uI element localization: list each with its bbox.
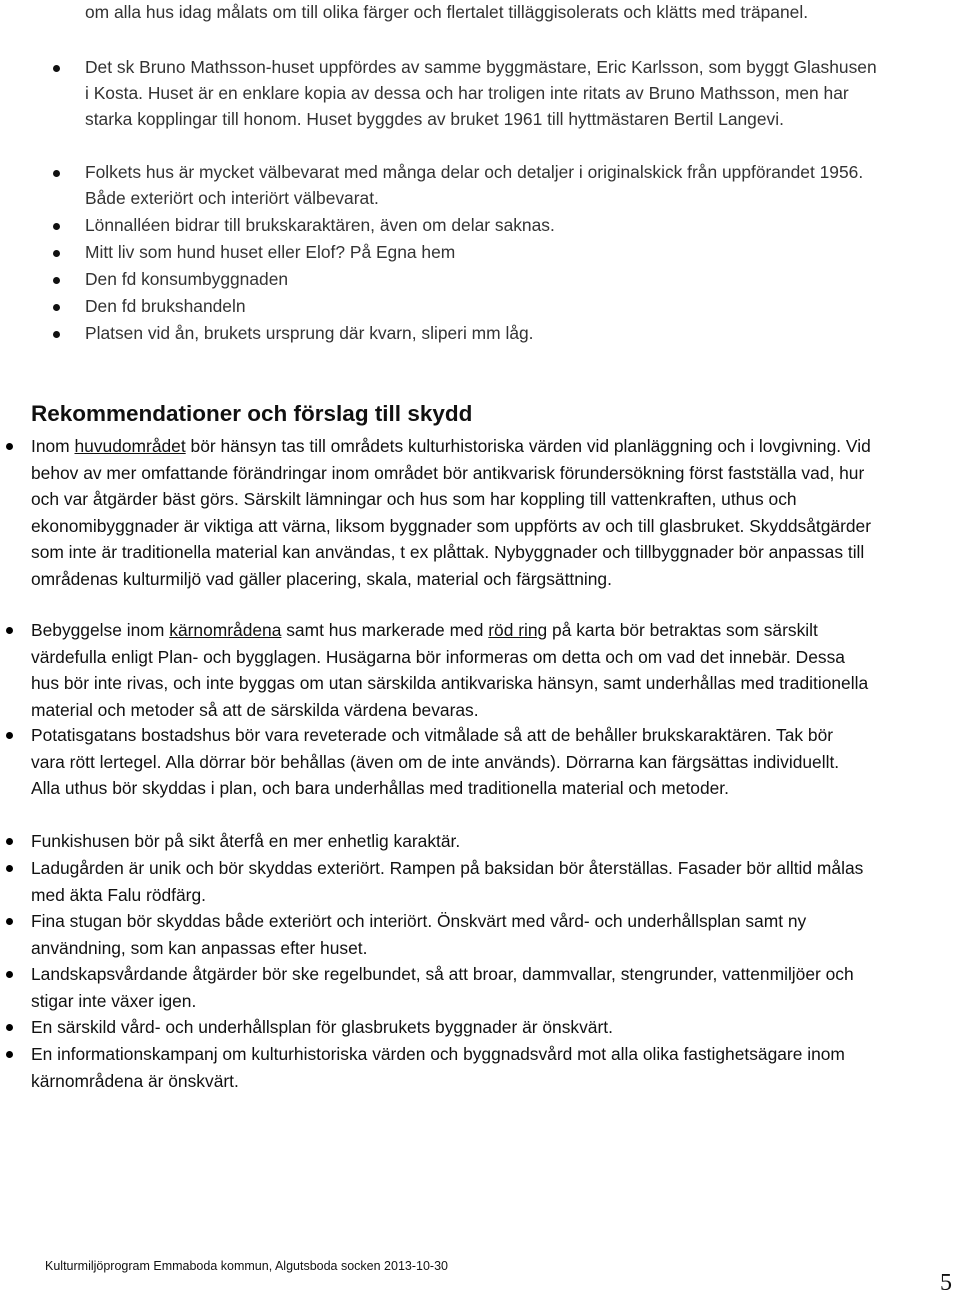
list-item-text [31, 617, 871, 723]
bullet-icon [6, 627, 13, 634]
bullet-icon [6, 865, 13, 872]
list-item-text: Fina stugan bör skyddas både exteriört och interiört. Önskvärt med vård- och underhållsplan samt ny användning, som kan anpassas efter huset. [31, 911, 807, 958]
list-item-text: Mitt liv som hund huset eller Elof? På Egna hem [85, 242, 456, 262]
list-item-text: Folkets hus är mycket välbevarat med många delar och detaljer i originalskick från uppförandet 1956. Både exteriört och interiört välbevarat. [85, 162, 864, 208]
list-item-text [31, 433, 871, 592]
bullet-icon [53, 277, 60, 284]
list-item-text: Funkishusen bör på sikt återfå en mer enhetlig karaktär. [31, 831, 461, 851]
page-number: 5 [940, 1270, 952, 1296]
text-run: bör hänsyn tas till områdets kulturhistoriska värden vid planläggning och i lovgivning. Vid behov av mer omfattande förändringar inom området bör antikvarisk förundersökning först fastställa vad, hur och var åtgärder bäst görs. Särskilt lämningar och hus som har koppling till vattenkraften, uthus och ekonomibyggnader är viktiga att värna, liksom byggnader som uppförts av och till glasbruket. Skyddsåtgärder som inte är traditionella material kan användas, t ex plåttak. Nybyggnader och tillbyggnader bör anpassas till områdenas kulturmiljö vad gäller placering, skala, material och färgsättning. [31, 436, 872, 589]
list-item-text: Det sk Bruno Mathsson-huset uppfördes av samme byggmästare, Eric Karlsson, som byggt Glashusen i Kosta. Huset är en enklare kopia av dessa och har troligen inte ritats av Bruno Mathsson, men har starka kopplingar till honom. Huset byggdes av bruket 1961 till hyttmästaren Bertil Langevi. [85, 57, 877, 129]
list-item-text: En särskild vård- och underhållsplan för glasbrukets byggnader är önskvärt. [31, 1017, 613, 1037]
underlined-term: röd ring [488, 620, 548, 640]
list-item-text: Den fd konsumbyggnaden [85, 269, 289, 289]
section-heading: Rekommendationer och förslag till skydd [31, 401, 473, 426]
text-run: på karta bör betraktas som särskilt värdefulla enligt Plan- och bygglagen. Husägarna bör informeras om detta och om vad det innebär. Dessa hus bör inte rivas, och inte byggas om utan särskilda antikvariska hänsyn, samt underhållas med traditionella material och metoder så att de särskilda värdena bevaras. [31, 620, 869, 720]
bullet-icon [6, 971, 13, 978]
list-item-text: Potatisgatans bostadshus bör vara reveterade och vitmålade så att de behåller brukskaraktären. Tak bör vara rött lertegel. Alla dörrar bör behållas (även om de inte används). Dörrarna kan färgsättas individuellt. Alla uthus bör skyddas i plan, och bara underhållas med traditionella material och metoder. [31, 725, 840, 798]
bullet-icon [53, 250, 60, 257]
bullet-icon [53, 331, 60, 338]
list-item-text: Den fd brukshandeln [85, 296, 246, 316]
bullet-icon [6, 918, 13, 925]
list-item-text: Platsen vid ån, brukets ursprung där kvarn, sliperi mm låg. [85, 323, 534, 343]
intro-continuation: om alla hus idag målats om till olika färger och flertalet tilläggisolerats och klätts med träpanel. [85, 2, 809, 22]
text-run: Inom [31, 436, 75, 456]
bullet-icon [6, 443, 13, 450]
text-run: samt hus markerade med [281, 620, 489, 640]
bullet-icon [6, 732, 13, 739]
bullet-icon [6, 1024, 13, 1031]
bullet-icon [6, 1051, 13, 1058]
list-item-text: Lönnalléen bidrar till brukskaraktären, även om delar saknas. [85, 215, 555, 235]
underlined-term: huvudområdet [74, 436, 186, 456]
bullet-icon [53, 65, 60, 72]
bullet-icon [53, 223, 60, 230]
list-item-text: Ladugården är unik och bör skyddas exteriört. Rampen på baksidan bör återställas. Fasader bör alltid målas med äkta Falu rödfärg. [31, 858, 864, 905]
list-item-text: Landskapsvårdande åtgärder bör ske regelbundet, så att broar, dammvallar, stengrunder, vattenmiljöer och stigar inte växer igen. [31, 964, 854, 1011]
text-run: Bebyggelse inom [31, 620, 170, 640]
bullet-icon [6, 838, 13, 845]
bullet-icon [53, 304, 60, 311]
page-footer: Kulturmiljöprogram Emmaboda kommun, Algutsboda socken 2013-10-30 [45, 1259, 448, 1273]
list-item-text: En informationskampanj om kulturhistoriska värden och byggnadsvård mot alla olika fastighetsägare inom kärnområdena är önskvärt. [31, 1044, 845, 1091]
bullet-icon [53, 170, 60, 177]
underlined-term: kärnområdena [169, 620, 282, 640]
